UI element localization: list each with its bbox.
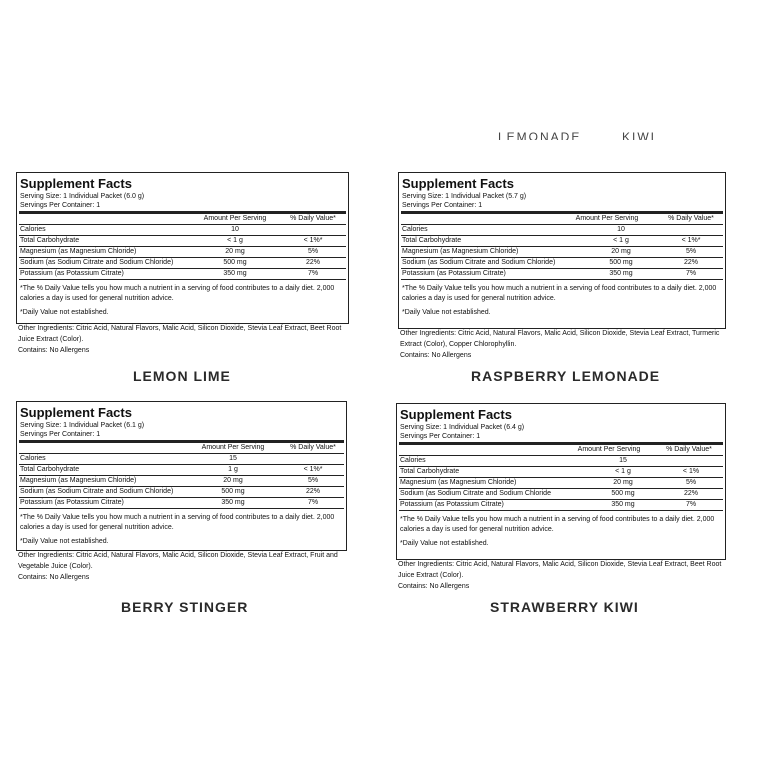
daily-value-footnote: *The % Daily Value tells you how much a nutrient in a serving of food contributes to a daily diet. 2,000 calories a day is used for general nutrition advice. bbox=[401, 279, 723, 304]
nutrient-name: Magnesium (as Magnesium Chloride) bbox=[400, 479, 517, 486]
nutrient-amount: 350 mg bbox=[611, 501, 635, 508]
cropped-flavor-label-left: LEMONADE bbox=[498, 130, 582, 140]
nutrient-dv: 5% bbox=[307, 477, 319, 484]
nutrient-amount: 500 mg bbox=[611, 490, 635, 497]
nutrient-amount: 350 mg bbox=[221, 499, 245, 506]
nutrient-dv: 7% bbox=[307, 270, 319, 277]
nutrient-dv: 5% bbox=[685, 479, 697, 486]
nutrient-name: Magnesium (as Magnesium Chloride) bbox=[20, 477, 137, 484]
nutrient-name: Total Carbohydrate bbox=[20, 237, 80, 244]
nutrient-amount: 20 mg bbox=[611, 248, 631, 255]
dv-header: % Daily Value* bbox=[290, 215, 336, 222]
facts-row bbox=[19, 235, 346, 246]
nutrient-dv: < 1%* bbox=[303, 466, 323, 473]
column-header bbox=[19, 443, 344, 453]
nutrient-name: Total Carbohydrate bbox=[400, 468, 460, 475]
nutrient-dv: 22% bbox=[305, 488, 320, 495]
nutrient-name: Total Carbohydrate bbox=[20, 466, 80, 473]
facts-row bbox=[19, 453, 344, 464]
facts-row bbox=[19, 224, 346, 235]
nutrient-dv: < 1%* bbox=[303, 237, 323, 244]
daily-value-footnote: *The % Daily Value tells you how much a nutrient in a serving of food contributes to a daily diet. 2,000 calories a day is used for general nutrition advice. bbox=[399, 510, 723, 535]
facts-row bbox=[19, 486, 344, 497]
nutrient-amount: 500 mg bbox=[223, 259, 247, 266]
dv-header: % Daily Value* bbox=[668, 215, 714, 222]
amount-header: Amount Per Serving bbox=[201, 444, 265, 451]
nutrient-amount: 350 mg bbox=[609, 270, 633, 277]
facts-row bbox=[401, 246, 723, 257]
nutrient-amount: 20 mg bbox=[223, 477, 243, 484]
dv-header: % Daily Value* bbox=[666, 446, 712, 453]
other-ingredients: Other Ingredients: Citric Acid, Natural Flavors, Malic Acid, Silicon Dioxide, Stevia Leaf Extract, Turmeric Extract (Color), Copper Chlorophyllin. bbox=[400, 330, 720, 348]
nutrient-amount: 350 mg bbox=[223, 270, 247, 277]
nutrient-dv: 7% bbox=[685, 270, 697, 277]
daily-value-footnote: *The % Daily Value tells you how much a nutrient in a serving of food contributes to a daily diet. 2,000 calories a day is used for general nutrition advice. bbox=[19, 508, 344, 533]
facts-row bbox=[401, 257, 723, 268]
nutrient-name: Total Carbohydrate bbox=[402, 237, 462, 244]
nutrient-amount: 10 bbox=[231, 226, 239, 233]
column-header bbox=[19, 214, 346, 224]
serving-size: Serving Size: 1 Individual Packet (6.0 g) bbox=[20, 193, 145, 200]
supplement-facts-panel-raspberry-lemonade bbox=[398, 172, 726, 329]
facts-row bbox=[19, 246, 346, 257]
nutrient-name: Sodium (as Sodium Citrate and Sodium Chloride bbox=[400, 490, 551, 497]
flavor-label-raspberry-lemonade: RASPBERRY LEMONADE bbox=[471, 368, 661, 384]
allergens: Contains: No Allergens bbox=[18, 574, 90, 581]
column-header bbox=[399, 445, 723, 455]
nutrient-dv: < 1% bbox=[682, 468, 700, 475]
nutrient-name: Magnesium (as Magnesium Chloride) bbox=[402, 248, 519, 255]
daily-value-not-established: *Daily Value not established. bbox=[402, 309, 491, 316]
panel-title: Supplement Facts bbox=[402, 176, 514, 191]
allergens: Contains: No Allergens bbox=[400, 352, 472, 359]
supplement-facts-panel-strawberry-kiwi bbox=[396, 403, 726, 560]
facts-row bbox=[19, 257, 346, 268]
serving-size: Serving Size: 1 Individual Packet (6.1 g) bbox=[20, 422, 145, 429]
nutrient-amount: 20 mg bbox=[613, 479, 633, 486]
daily-value-footnote: *The % Daily Value tells you how much a nutrient in a serving of food contributes to a daily diet. 2,000 calories a day is used for general nutrition advice. bbox=[19, 279, 346, 304]
allergens: Contains: No Allergens bbox=[398, 583, 470, 590]
daily-value-not-established: *Daily Value not established. bbox=[20, 538, 109, 545]
servings-per-container: Servings Per Container: 1 bbox=[402, 202, 483, 209]
column-header bbox=[401, 214, 723, 224]
daily-value-not-established: *Daily Value not established. bbox=[400, 540, 489, 547]
facts-row bbox=[401, 224, 723, 235]
nutrient-name: Calories bbox=[400, 457, 426, 464]
nutrient-dv: 7% bbox=[685, 501, 697, 508]
panel-below-berry-stinger bbox=[18, 550, 358, 583]
nutrient-name: Magnesium (as Magnesium Chloride) bbox=[20, 248, 137, 255]
nutrient-dv: 22% bbox=[683, 490, 698, 497]
nutrient-dv: < 1%* bbox=[681, 237, 701, 244]
nutrient-amount: 15 bbox=[619, 457, 627, 464]
nutrient-amount: 1 g bbox=[228, 466, 238, 473]
other-ingredients: Other Ingredients: Citric Acid, Natural Flavors, Malic Acid, Silicon Dioxide, Stevia Leaf Extract, Beet Root Juice Extract (Color). bbox=[18, 325, 342, 343]
panel-below-strawberry-kiwi bbox=[398, 559, 732, 592]
nutrient-name: Sodium (as Sodium Citrate and Sodium Chloride) bbox=[402, 259, 556, 266]
nutrient-amount: < 1 g bbox=[613, 237, 629, 244]
nutrient-name: Calories bbox=[20, 455, 46, 462]
nutrient-dv: 5% bbox=[307, 248, 319, 255]
facts-row bbox=[19, 268, 346, 279]
facts-row bbox=[401, 235, 723, 246]
nutrient-amount: 500 mg bbox=[221, 488, 245, 495]
other-ingredients: Other Ingredients: Citric Acid, Natural Flavors, Malic Acid, Silicon Dioxide, Stevia Leaf Extract, Fruit and Vegetable Juice (Color). bbox=[18, 552, 338, 570]
nutrient-dv: 5% bbox=[685, 248, 697, 255]
nutrient-name: Sodium (as Sodium Citrate and Sodium Chloride) bbox=[20, 488, 174, 495]
nutrient-amount: < 1 g bbox=[615, 468, 631, 475]
facts-row bbox=[401, 268, 723, 279]
flavor-label-lemon-lime: LEMON LIME bbox=[133, 368, 231, 384]
facts-row bbox=[399, 477, 723, 488]
facts-row bbox=[19, 464, 344, 475]
flavor-label-berry-stinger: BERRY STINGER bbox=[121, 599, 249, 615]
facts-row bbox=[19, 497, 344, 508]
allergens: Contains: No Allergens bbox=[18, 347, 90, 354]
serving-size: Serving Size: 1 Individual Packet (6.4 g) bbox=[400, 424, 525, 431]
panel-title: Supplement Facts bbox=[20, 405, 132, 420]
amount-header: Amount Per Serving bbox=[203, 215, 267, 222]
supplement-facts-panel-berry-stinger bbox=[16, 401, 347, 551]
amount-header: Amount Per Serving bbox=[575, 215, 639, 222]
other-ingredients: Other Ingredients: Citric Acid, Natural Flavors, Malic Acid, Silicon Dioxide, Stevia Leaf Extract, Beet Root Juice Extract (Color). bbox=[398, 561, 722, 579]
cropped-flavor-label-right: KIWI bbox=[622, 130, 656, 140]
serving-size: Serving Size: 1 Individual Packet (5.7 g) bbox=[402, 193, 527, 200]
nutrient-amount: 15 bbox=[229, 455, 237, 462]
nutrient-name: Potassium (as Potassium Citrate) bbox=[402, 270, 506, 277]
panel-below-raspberry-lemonade bbox=[400, 328, 732, 361]
facts-row bbox=[399, 455, 723, 466]
nutrient-amount: 20 mg bbox=[225, 248, 245, 255]
dv-header: % Daily Value* bbox=[290, 444, 336, 451]
facts-row bbox=[19, 475, 344, 486]
nutrient-amount: 500 mg bbox=[609, 259, 633, 266]
supplement-facts-panel-lemon-lime bbox=[16, 172, 349, 324]
nutrient-name: Calories bbox=[402, 226, 428, 233]
nutrient-amount: < 1 g bbox=[227, 237, 243, 244]
nutrient-amount: 10 bbox=[617, 226, 625, 233]
panel-title: Supplement Facts bbox=[20, 176, 132, 191]
nutrient-dv: 22% bbox=[305, 259, 320, 266]
nutrient-name: Potassium (as Potassium Citrate) bbox=[20, 499, 124, 506]
nutrient-dv: 22% bbox=[683, 259, 698, 266]
flavor-label-strawberry-kiwi: STRAWBERRY KIWI bbox=[490, 599, 639, 615]
servings-per-container: Servings Per Container: 1 bbox=[20, 431, 101, 438]
panel-title: Supplement Facts bbox=[400, 407, 512, 422]
facts-row bbox=[399, 499, 723, 510]
nutrient-name: Calories bbox=[20, 226, 46, 233]
servings-per-container: Servings Per Container: 1 bbox=[400, 433, 481, 440]
daily-value-not-established: *Daily Value not established. bbox=[20, 309, 109, 316]
nutrient-name: Potassium (as Potassium Citrate) bbox=[20, 270, 124, 277]
facts-row bbox=[399, 466, 723, 477]
nutrient-name: Sodium (as Sodium Citrate and Sodium Chloride) bbox=[20, 259, 174, 266]
panel-below-lemon-lime bbox=[18, 323, 358, 356]
nutrient-dv: 7% bbox=[307, 499, 319, 506]
nutrient-name: Potassium (as Potassium Citrate) bbox=[400, 501, 504, 508]
servings-per-container: Servings Per Container: 1 bbox=[20, 202, 101, 209]
amount-header: Amount Per Serving bbox=[577, 446, 641, 453]
facts-row bbox=[399, 488, 723, 499]
